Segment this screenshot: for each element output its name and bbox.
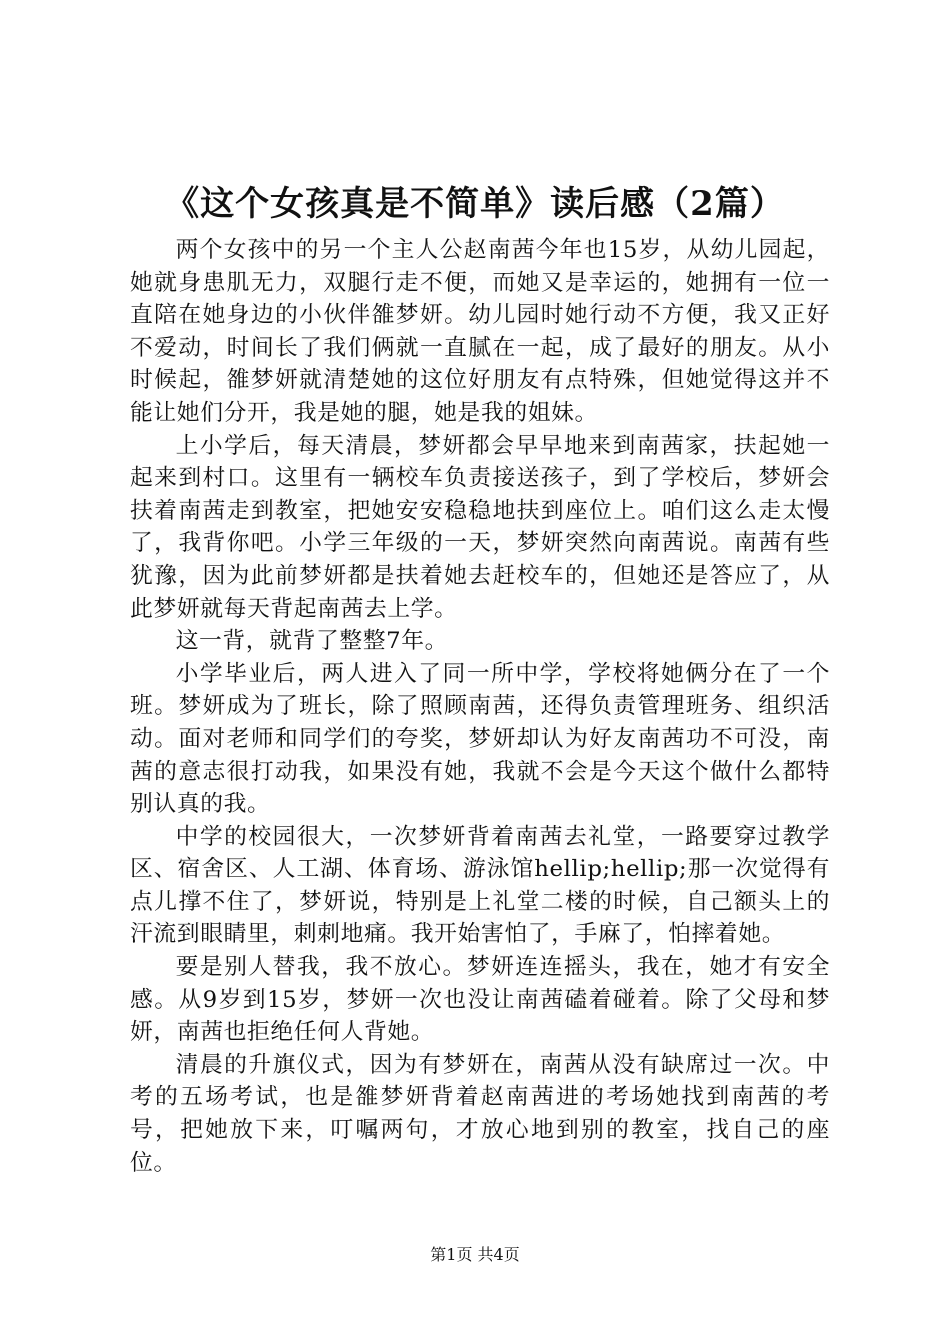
document-title: 《这个女孩真是不简单》读后感（2篇） (165, 184, 785, 224)
paragraph: 小学毕业后，两人进入了同一所中学，学校将她俩分在了一个班。梦妍成为了班长，除了照顾南茜，还得负责管理班务、组织活动。面对老师和同学们的夸奖，梦妍却认为好友南茜功不可没，南茜的意志很打动我，如果没有她，我就不会是今天这个做什么都特别认真的我。 (130, 660, 830, 818)
paragraph: 清晨的升旗仪式，因为有梦妍在，南茜从没有缺席过一次。中考的五场考试，也是雒梦妍背着赵南茜进的考场她找到南茜的考号，把她放下来，叮嘱两句，才放心地到别的教室，找自己的座位。 (130, 1051, 830, 1176)
paragraph: 两个女孩中的另一个主人公赵南茜今年也15岁，从幼儿园起，她就身患肌无力，双腿行走不便，而她又是幸运的，她拥有一位一直陪在她身边的小伙伴雒梦妍。幼儿园时她行动不方便，我又正好不爱动，时间长了我们俩就一直腻在一起，成了最好的朋友。从小时候起，雒梦妍就清楚她的这位好朋友有点特殊，但她觉得这并不能让她们分开，我是她的腿，她是我的姐妹。 (130, 237, 830, 426)
document-body (130, 234, 830, 1179)
paragraph: 中学的校园很大，一次梦妍背着南茜去礼堂，一路要穿过教学区、宿舍区、人工湖、体育场、游泳馆hellip;hellip;那一次觉得有点儿撑不住了，梦妍说，特别是上礼堂二楼的时候，自己额头上的汗流到眼睛里，刺刺地痛。我开始害怕了，手麻了，怕摔着她。 (130, 823, 830, 948)
paragraph: 上小学后，每天清晨，梦妍都会早早地来到南茜家，扶起她一起来到村口。这里有一辆校车负责接送孩子，到了学校后，梦妍会扶着南茜走到教室，把她安安稳稳地扶到座位上。咱们这么走太慢了，我背你吧。小学三年级的一天，梦妍突然向南茜说。南茜有些犹豫，因为此前梦妍都是扶着她去赶校车的，但她还是答应了，从此梦妍就每天背起南茜去上学。 (130, 432, 830, 622)
paragraph: 这一背，就背了整整7年。 (175, 628, 449, 655)
paragraph: 要是别人替我，我不放心。梦妍连连摇头，我在，她才有安全感。从9岁到15岁，梦妍一次也没让南茜磕着碰着。除了父母和梦妍，南茜也拒绝任何人背她。 (130, 954, 830, 1046)
page-number-footer: 第1页 共4页 (430, 1245, 520, 1264)
